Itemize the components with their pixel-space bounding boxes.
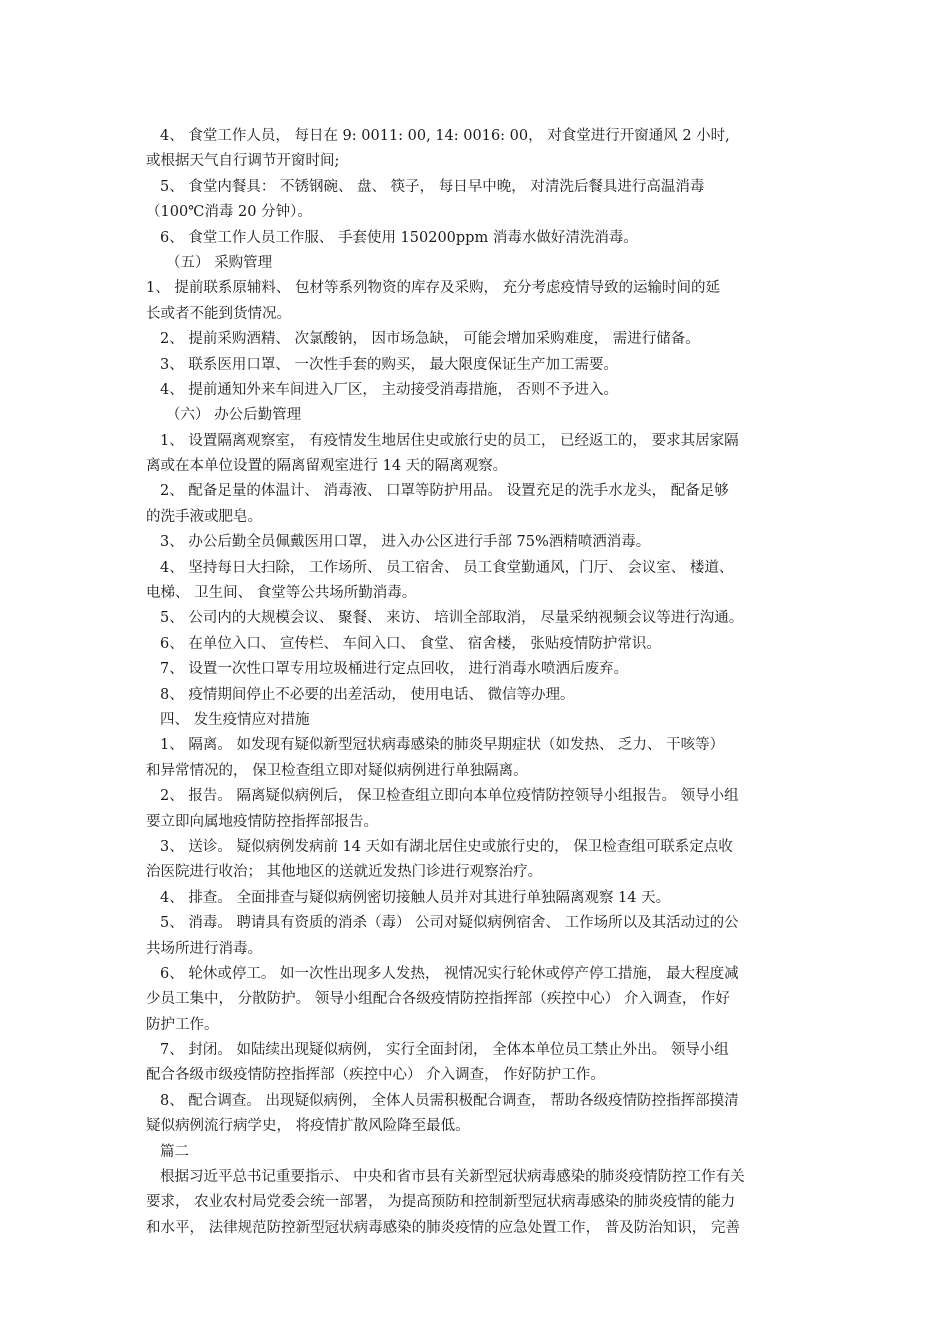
text-line: 3、 送诊。 疑似病例发病前 14 天如有湖北居住史或旅行史的， 保卫检查组可联系定点收	[160, 838, 733, 855]
text-line: 根据习近平总书记重要指示、 中央和省市县有关新型冠状病毒感染的肺炎疫情防控工作有关	[160, 1169, 745, 1186]
text-line: 少员工集中， 分散防护。 领导小组配合各级疫情防控指挥部（疾控中心） 介入调查， 作好	[146, 991, 730, 1008]
text-line: 2、 报告。 隔离疑似病例后， 保卫检查组立即向本单位疫情防控领导小组报告。 领导小组	[160, 788, 739, 805]
text-line: 2、 配备足量的体温计、 消毒液、 口罩等防护用品。 设置充足的洗手水龙头， 配备足够	[160, 483, 729, 500]
text-line: 疑似病例流行病学史， 将疫情扩散风险降至最低。	[146, 1118, 470, 1135]
text-line: 治医院进行收治； 其他地区的送就近发热门诊进行观察治疗。	[146, 864, 543, 881]
text-line: 5、 公司内的大规模会议、 聚餐、 来访、 培训全部取消， 尽量采纳视频会议等进行沟通。	[160, 610, 744, 627]
section-heading: 四、 发生疫情应对措施	[160, 711, 310, 728]
text-line: 4、 提前通知外来车间进入厂区， 主动接受消毒措施， 否则不予进入。	[160, 381, 619, 398]
text-line: 共场所进行消毒。	[146, 940, 262, 957]
text-line: 2、 提前采购酒精、 次氯酸钠， 因市场急缺， 可能会增加采购难度， 需进行储备。	[160, 331, 700, 348]
text-line: 或根据天气自行调节开窗时间;	[146, 153, 340, 170]
section-heading: 篇二	[160, 1143, 189, 1160]
text-line: 8、 配合调查。 出现疑似病例， 全体人员需积极配合调查， 帮助各级疫情防控指挥部摸清	[160, 1092, 739, 1109]
text-line: 6、 轮休或停工。 如一次性出现多人发热， 视情况实行轮休或停产停工措施， 最大程度减	[160, 965, 739, 982]
text-line: 1、 提前联系原辅料、 包材等系列物资的库存及采购， 充分考虑疫情导致的运输时间的延	[146, 280, 721, 297]
text-line: 3、 办公后勤全员佩戴医用口罩， 进入办公区进行手部 75%酒精喷洒消毒。	[160, 534, 651, 551]
text-line: 5、 食堂内餐具： 不锈钢碗、 盘、 筷子， 每日早中晚， 对清洗后餐具进行高温消毒	[160, 178, 705, 195]
text-line: 防护工作。	[146, 1016, 219, 1033]
text-line: 1、 设置隔离观察室， 有疫情发生地居住史或旅行史的员工， 已经返工的， 要求其居家隔	[160, 432, 739, 449]
text-line: 3、 联系医用口罩、 一次性手套的购买， 最大限度保证生产加工需要。	[160, 356, 619, 373]
text-line: 离或在本单位设置的隔离留观室进行 14 天的隔离观察。	[146, 458, 508, 475]
text-line: 4、 排查。 全面排查与疑似病例密切接触人员并对其进行单独隔离观察 14 天。	[160, 889, 671, 906]
text-line: 4、 坚持每日大扫除， 工作场所、 员工宿舍、 员工食堂勤通风，门厅、 会议室、 楼道、	[160, 559, 734, 576]
text-line: 电梯、 卫生间、 食堂等公共场所勤消毒。	[146, 585, 417, 602]
text-line: 1、 隔离。 如发现有疑似新型冠状病毒感染的肺炎早期症状（如发热、 乏力、 干咳等）	[160, 737, 725, 754]
text-line: 长或者不能到货情况。	[146, 305, 291, 322]
section-heading: （六） 办公后勤管理	[166, 407, 302, 424]
text-line: 配合各级市级疫情防控指挥部（疾控中心） 介入调查， 作好防护工作。	[146, 1067, 605, 1084]
text-line: 和水平， 法律规范防控新型冠状病毒感染的肺炎疫情的应急处置工作， 普及防治知识， 完善	[146, 1219, 740, 1236]
text-line: 7、 封闭。 如陆续出现疑似病例， 实行全面封闭， 全体本单位员工禁止外出。 领导小组	[160, 1042, 729, 1059]
text-line: 的洗手液或肥皂。	[146, 508, 262, 525]
text-line: 5、 消毒。 聘请具有资质的消杀（毒） 公司对疑似病例宿舍、 工作场所以及其活动过的公	[160, 915, 739, 932]
text-line: 和异常情况的， 保卫检查组立即对疑似病例进行单独隔离。	[146, 762, 528, 779]
document-page	[146, 124, 806, 1241]
text-line: 4、 食堂工作人员， 每日在 9: 0011: 00, 14: 0016: 00， 对食堂进行开窗通风 2 小时,	[160, 128, 730, 144]
text-line: 6、 在单位入口、 宣传栏、 车间入口、 食堂、 宿舍楼， 张贴疫情防护常识。	[160, 635, 661, 652]
text-line: 6、 食堂工作人员工作服、 手套使用 150200ppm 消毒水做好清洗消毒。	[160, 229, 638, 246]
text-line: 要求， 农业农村局党委会统一部署， 为提高预防和控制新型冠状病毒感染的肺炎疫情的能力	[146, 1194, 736, 1211]
text-line: 7、 设置一次性口罩专用垃圾桶进行定点回收， 进行消毒水喷洒后废弃。	[160, 661, 628, 678]
text-line: （100℃消毒 20 分钟）。	[146, 204, 312, 221]
section-heading: （五） 采购管理	[166, 254, 273, 271]
text-line: 8、 疫情期间停止不必要的出差活动， 使用电话、 微信等办理。	[160, 686, 575, 703]
text-line: 要立即向属地疫情防控指挥部报告。	[146, 813, 378, 830]
